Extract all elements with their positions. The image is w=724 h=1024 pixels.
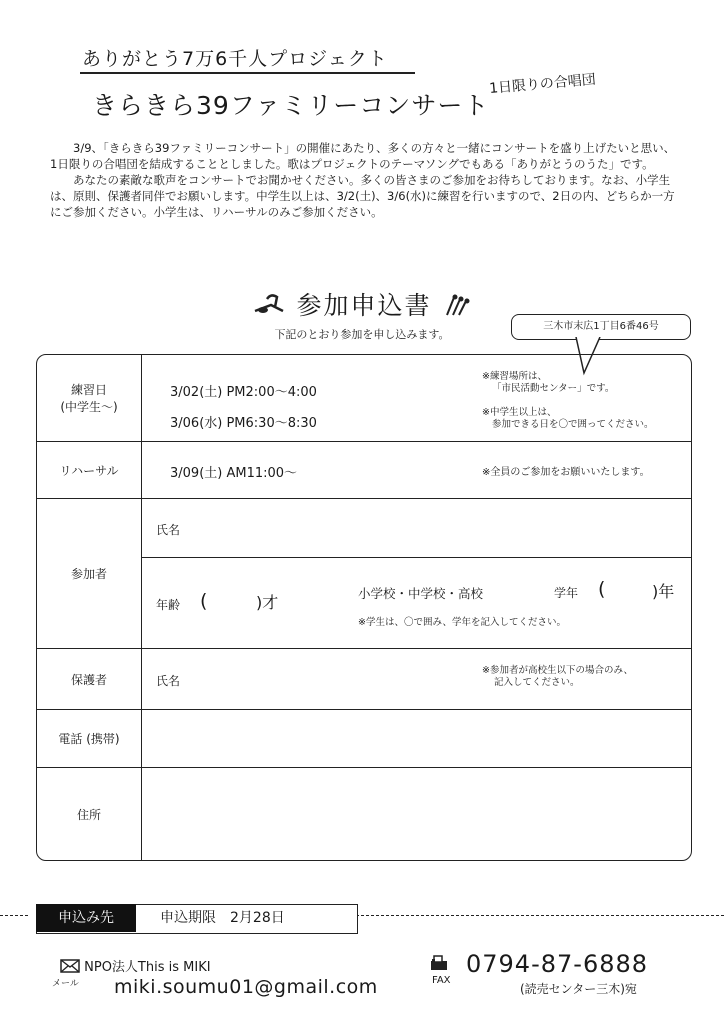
form-heading-text: 参加申込書 xyxy=(296,291,432,320)
cut-line-right xyxy=(356,915,724,916)
apply-label: 申込み先 xyxy=(36,904,136,932)
wheat-icon xyxy=(441,291,471,323)
row-address xyxy=(37,768,691,860)
address-input-cell[interactable] xyxy=(142,768,691,860)
intro-paragraph-1: 3/9、「きらきら39ファミリーコンサート」の開催にあたり、多くの方々と一緒にコンサートを盛り上げたいと思い、1日限りの合唱団を結成することとしました。歌はプロジェクトのテーマソングでもある「ありがとうのうた」です。 xyxy=(50,141,676,171)
page-subtitle: 1日限りの合唱団 xyxy=(488,71,597,98)
guardian-label: 保護者 xyxy=(37,649,142,710)
practice-label-sub: (中学生〜) xyxy=(60,400,118,414)
email-link[interactable]: miki.soumu01@gmail.com xyxy=(114,976,378,998)
practice-content-cell xyxy=(142,355,691,442)
rehearsal-label: リハーサル xyxy=(37,442,142,499)
deadline: 申込期限 2月28日 xyxy=(160,910,285,926)
guardian-note-1: ※参加者が高校生以下の場合のみ、 xyxy=(482,665,634,676)
org-name: NPO法人This is MIKI xyxy=(84,960,211,975)
row-practice xyxy=(37,355,691,442)
row-rehearsal xyxy=(37,442,691,499)
row-participant-name xyxy=(37,499,691,558)
fax-note: (読売センター三木)宛 xyxy=(520,982,637,996)
mail-icon xyxy=(60,959,80,977)
guardian-note-2: 記入してください。 xyxy=(494,677,580,688)
fax-number[interactable]: 0794-87-6888 xyxy=(466,950,649,978)
address-callout: 三木市末広1丁目6番46号 xyxy=(511,314,691,340)
supertitle: ありがとう7万6千人プロジェクト xyxy=(82,48,388,70)
grade-open-paren: ( xyxy=(598,578,606,600)
practice-date-2[interactable]: 3/06(水) PM6:30〜8:30 xyxy=(170,416,317,431)
application-form xyxy=(36,354,692,861)
row-guardian xyxy=(37,649,691,710)
fax-icon xyxy=(430,955,448,975)
participant-name-cell[interactable] xyxy=(142,499,691,558)
grade-input[interactable] xyxy=(616,582,652,602)
intro-text xyxy=(50,140,680,220)
cut-line-left xyxy=(0,915,28,916)
age-open-paren: ( xyxy=(200,590,208,612)
practice-date-1[interactable]: 3/02(土) PM2:00〜4:00 xyxy=(170,385,317,400)
practice-note-2a: ※中学生以上は、 xyxy=(482,407,557,418)
org-row xyxy=(60,956,211,977)
age-label: 年齢 xyxy=(156,598,181,612)
grade-label: 学年 xyxy=(554,586,579,600)
practice-note-1a: ※練習場所は、 xyxy=(482,371,547,382)
guardian-content-cell[interactable] xyxy=(142,649,691,710)
age-close-paren: )才 xyxy=(256,593,279,612)
practice-note-1b: 「市民活動センター」です。 xyxy=(492,383,615,394)
supertitle-underline xyxy=(80,72,415,74)
row-phone xyxy=(37,710,691,768)
rehearsal-content-cell xyxy=(142,442,691,499)
rehearsal-date: 3/09(土) AM11:00〜 xyxy=(170,466,298,481)
practice-label: 練習日 xyxy=(70,383,107,397)
guardian-name-label: 氏名 xyxy=(156,674,181,688)
student-note: ※学生は、〇で囲み、学年を記入してください。 xyxy=(358,617,567,628)
practice-note-2b: 参加できる日を〇で囲ってください。 xyxy=(492,419,654,430)
grade-close-paren: )年 xyxy=(652,582,675,601)
age-input[interactable] xyxy=(218,594,256,614)
phone-input-cell[interactable] xyxy=(142,710,691,768)
participant-name-label: 氏名 xyxy=(156,523,181,537)
fax-label: FAX xyxy=(432,975,451,986)
intro-paragraph-2: あなたの素敵な歌声をコンサートでお聞かせください。多くの皆さまのご参加をお待ちしております。なお、小学生は、原則、保護者同伴でお願いします。中学生以上は、3/2(土)、3/6(水)に練習を行いますので、2日の内、どちらか一方にご参加ください。小学生は、リハーサルのみご参加ください。 xyxy=(50,173,675,219)
practice-label-cell xyxy=(37,355,142,442)
phone-label: 電話 (携帯) xyxy=(37,710,142,768)
address-label: 住所 xyxy=(37,768,142,860)
page-title: きらきら39ファミリーコンサート xyxy=(92,91,490,120)
mail-label: メール xyxy=(52,979,79,989)
music-note-icon xyxy=(253,291,287,323)
form-subheading: 下記のとおり参加を申し込みます。 xyxy=(274,328,450,341)
participant-age-cell xyxy=(142,558,691,649)
participant-label: 参加者 xyxy=(37,499,142,649)
school-options[interactable]: 小学校・中学校・高校 xyxy=(358,586,484,601)
rehearsal-note: ※全員のご参加をお願いいたします。 xyxy=(482,467,650,478)
